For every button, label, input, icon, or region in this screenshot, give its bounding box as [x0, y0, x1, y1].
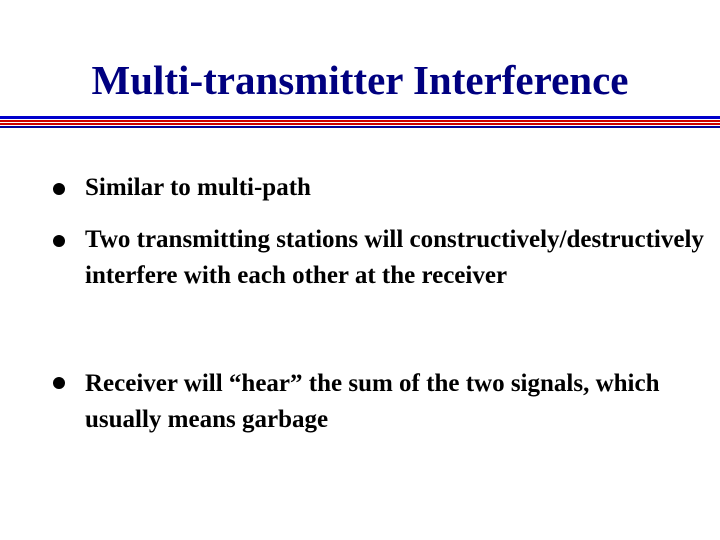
bullet-text: Two transmitting stations will constructively/destructively interfere with each other at the receiver [85, 226, 704, 289]
bullet-text: Receiver will “hear” the sum of the two signals, which usually means garbage [85, 370, 660, 433]
slide-title: Multi-transmitter Interference [91, 57, 629, 103]
bullet-dot-icon [53, 183, 65, 195]
bullet-dot-icon [53, 377, 65, 389]
bullet-dot-icon [53, 235, 65, 247]
bullet-text: Similar to multi-path [85, 174, 311, 201]
